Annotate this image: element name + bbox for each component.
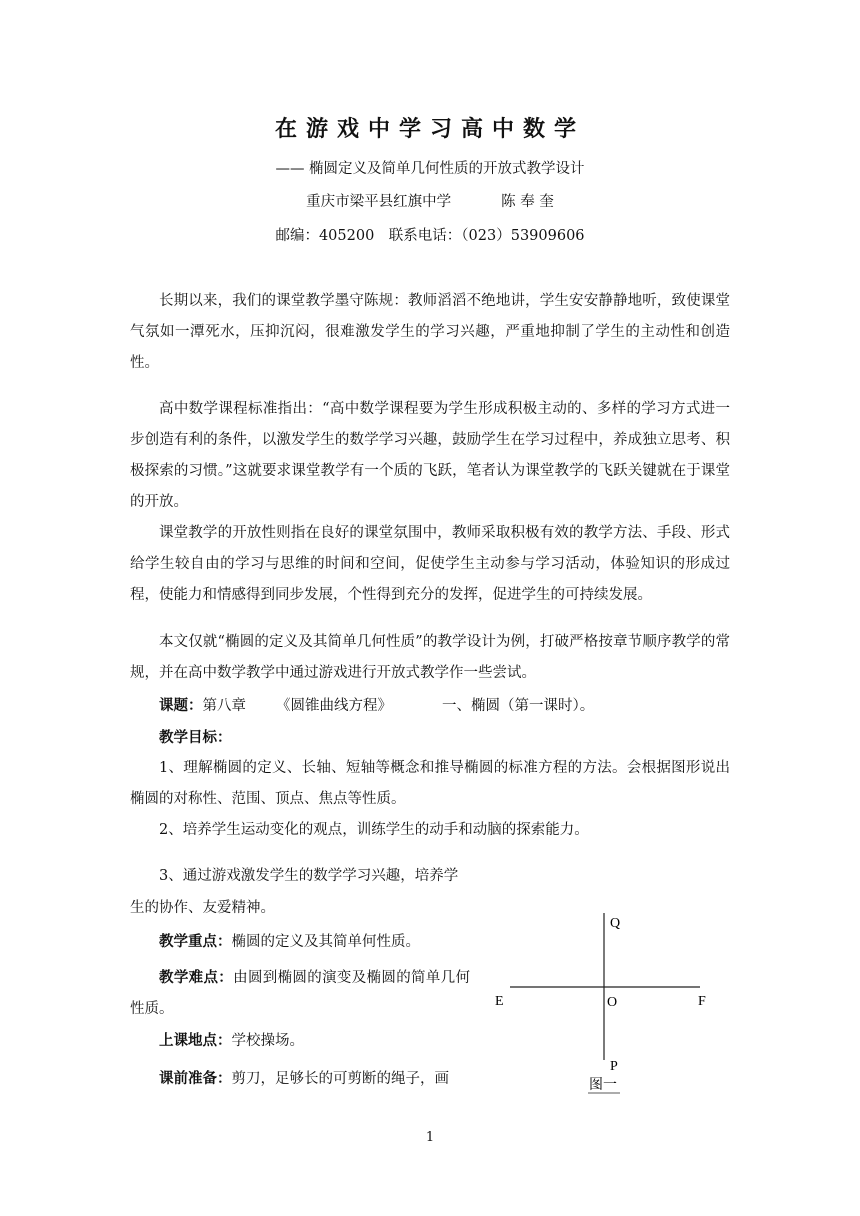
contact-line: 邮编：405200 联系电话：（023）53909606: [275, 228, 585, 244]
key-text: 椭圆的定义及其简单何性质。: [231, 934, 420, 950]
author-school: 重庆市梁平县红旗中学: [306, 194, 452, 210]
document-subtitle: —— 椭圆定义及简单几何性质的开放式教学设计: [275, 161, 585, 177]
difficulty-text: 由圆到椭圆的演变及椭圆的简单几何性质。: [130, 970, 470, 1017]
document-title: 在游戏中学习高中数学: [274, 117, 585, 142]
goal-3-line-1: 3、通过游戏激发学生的数学学习兴趣，培养学: [159, 868, 459, 884]
goal-3-line-2: 生的协作、友爱精神。: [130, 900, 275, 916]
figure-1-diagram: [490, 905, 720, 1105]
paragraph-4: 本文仅就“椭圆的定义及其简单几何性质”的教学设计为例，打破严格按章节顺序教学的常规，并在高中数学教学中通过游戏进行开放式教学作一些尝试。: [130, 634, 730, 681]
author-line: [0, 190, 860, 211]
key-point: [130, 926, 470, 958]
topic-chapter: 第八章: [202, 698, 246, 714]
lesson-topic: [130, 690, 730, 722]
label-p: P: [610, 1059, 618, 1074]
difficulty-point: [130, 962, 470, 1025]
topic-section: 一、椭圆（第一课时）。: [442, 698, 595, 714]
prep-label: 课前准备：: [159, 1070, 232, 1087]
goal-2: 2、培养学生运动变化的观点，训练学生的动手和动脑的探索能力。: [159, 822, 589, 838]
label-q: Q: [610, 916, 621, 931]
place-text: 学校操场。: [231, 1033, 304, 1049]
difficulty-label: 教学难点：: [159, 969, 234, 986]
topic-label: 课题：: [159, 697, 203, 714]
topic-book: 《圆锥曲线方程》: [276, 698, 392, 714]
author-name: 陈 奉 奎: [501, 194, 554, 210]
label-e: E: [495, 994, 504, 1009]
place-label: 上课地点：: [159, 1032, 232, 1049]
prep-text: 剪刀，足够长的可剪断的绳子，画: [231, 1071, 449, 1087]
label-f: F: [698, 994, 706, 1009]
paragraph-2: 高中数学课程标准指出：“高中数学课程要为学生形成积极主动的、多样的学习方式进一步创造有利的条件，以激发学生的数学学习兴趣，鼓励学生在学习过程中，养成独立思考、积极探索的习惯。”这就要求课堂教学有一个质的飞跃，笔者认为课堂教学的飞跃关键就在于课堂的开放。: [130, 401, 730, 510]
goals-heading: 教学目标：: [159, 729, 232, 746]
class-location: [130, 1025, 470, 1057]
key-label: 教学重点：: [159, 933, 232, 950]
label-o: O: [607, 995, 618, 1010]
paragraph-3: 课堂教学的开放性则指在良好的课堂氛围中，教师采取积极有效的教学方法、手段、形式给学生较自由的学习与思维的时间和空间，促使学生主动参与学习活动，体验知识的形成过程，使能力和情感得到同步发展，个性得到充分的发挥，促进学生的可持续发展。: [130, 525, 730, 603]
figure-caption: 图一: [589, 1078, 617, 1093]
page-number: 1: [425, 1130, 435, 1145]
goal-1: 1、理解椭圆的定义、长轴、短轴等概念和推导椭圆的标准方程的方法。会根据图形说出椭圆的对称性、范围、顶点、焦点等性质。: [130, 760, 730, 807]
class-preparation: [130, 1063, 470, 1095]
paragraph-1: 长期以来，我们的课堂教学墨守陈规：教师滔滔不绝地讲，学生安安静静地听，致使课堂气氛如一潭死水，压抑沉闷，很难激发学生的学习兴趣，严重地抑制了学生的主动性和创造性。: [130, 293, 730, 371]
